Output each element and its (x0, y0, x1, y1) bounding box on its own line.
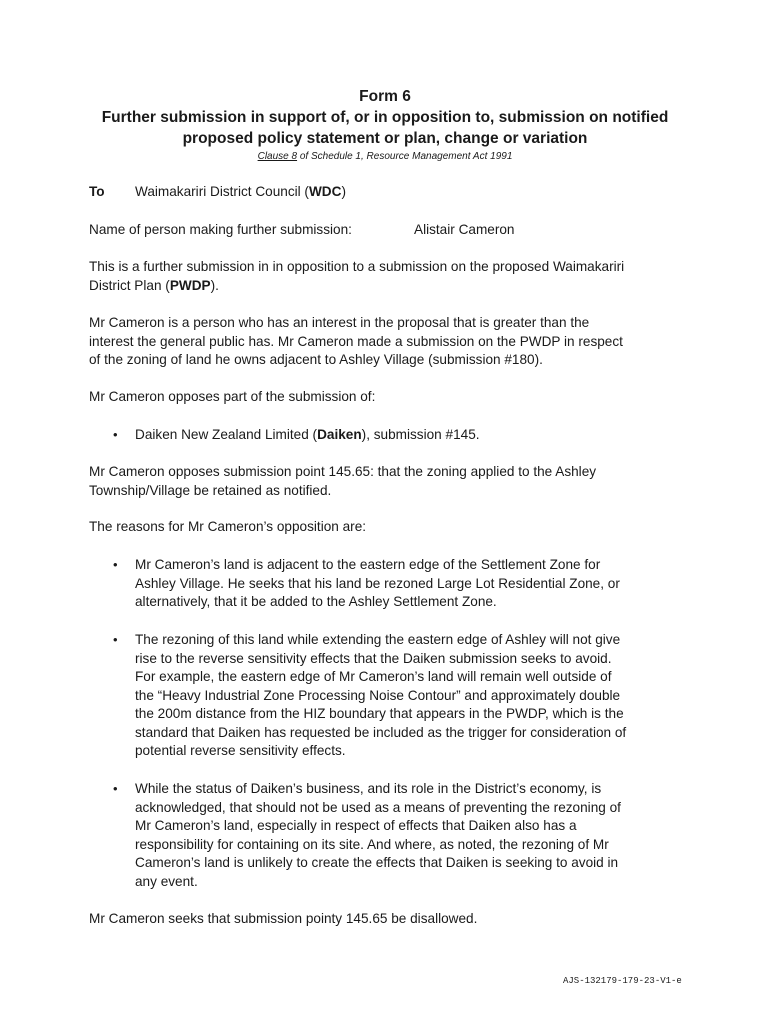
title-line-1: Further submission in support of, or in opposition to, submission on notified (101, 109, 669, 126)
reason-item-1: Mr Cameron’s land is adjacent to the eastern edge of the Settlement Zone for Ashley Village. He seeks that his land be rezoned Large Lot Residential Zone, or alternatively, that it be added to the Ashley Settlement Zone. (135, 557, 620, 609)
opposes-part-paragraph: Mr Cameron opposes part of the submission of: (89, 389, 376, 404)
bullet-glyph: • (113, 781, 118, 796)
submitter-line (89, 221, 689, 240)
form-number: Form 6 (359, 88, 411, 105)
title-line-2: proposed policy statement or plan, change or variation (182, 130, 588, 147)
submitter-name: Alistair Cameron (414, 222, 515, 237)
submission-point-paragraph: Mr Cameron opposes submission point 145.65: that the zoning applied to the Ashley Township/Village be retained as notified. (89, 464, 597, 498)
opposed-submitter-item: Daiken New Zealand Limited (Daiken), submission #145. (135, 427, 480, 442)
reason-item-2: The rezoning of this land while extending the eastern edge of Ashley will not give rise to the reverse sensitivity effects that the Daiken submission seeks to avoid. For example, the eastern edge of Mr Cameron’s land will remain well outside of the “Heavy Industrial Zone Processing Noise Contour” and approximately double the 200m distance from the HIZ boundary that appears in the PWDP, which is the standard that Daiken has requested be included as the trigger for consideration of potential reverse sensitivity effects. (135, 632, 627, 758)
to-block (89, 183, 689, 202)
bullet-glyph: • (113, 557, 118, 572)
legal-reference (0, 150, 770, 163)
bullet-glyph: • (113, 632, 118, 647)
reasons-heading: The reasons for Mr Cameron’s opposition are: (89, 519, 367, 534)
council-abbr: WDC (308, 184, 342, 199)
recipient: Waimakariri District Council (WDC) (135, 184, 346, 199)
intro-paragraph: This is a further submission in in opposition to a submission on the proposed Waimakariri District Plan (PWDP). (89, 259, 625, 293)
reference-text: of Schedule 1, Resource Management Act 1991 (297, 151, 513, 162)
bullet-glyph: • (113, 427, 118, 442)
daiken-abbr: Daiken (317, 427, 362, 442)
document-reference-footer: AJS-132179-179-23-V1-e (563, 976, 682, 986)
to-label: To (89, 184, 105, 199)
reason-item-3: While the status of Daiken’s business, and its role in the District’s economy, is acknowledged, that should not be used as a means of preventing the rezoning of Mr Cameron’s land, especially in respect of effects that Daiken also has a responsibility for containing on its site. And where, as noted, the rezoning of Mr Cameron’s land is unlikely to create the effects that Daiken is seeking to avoid in any event. (135, 781, 621, 889)
interest-paragraph: Mr Cameron is a person who has an interest in the proposal that is greater than the interest the general public has. Mr Cameron made a submission on the PWDP in respect of the zoning of land he owns adjacent to Ashley Village (submission #180). (89, 315, 623, 367)
pwdp-abbr: PWDP (169, 277, 211, 293)
submitter-label: Name of person making further submission: (89, 222, 352, 237)
clause-link[interactable]: Clause 8 (257, 151, 298, 162)
relief-sought: Mr Cameron seeks that submission pointy 145.65 be disallowed. (89, 911, 478, 926)
